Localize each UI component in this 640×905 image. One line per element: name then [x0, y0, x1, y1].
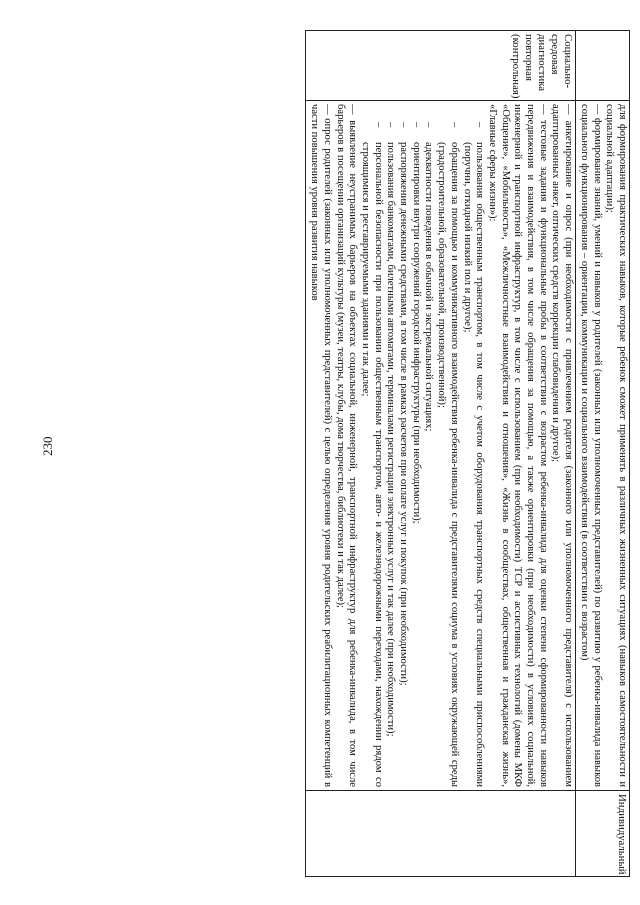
paragraph: для формирования практических навыков, которые ребенок сможет применять в различных жизненных ситуациях (навыков самостоятельности и социальной адаптации);	[604, 104, 628, 787]
paragraph: — анкетирование и опрос (при необходимости с привлечением родителя (законного или уполномоченного представителя) с использованием адаптированных анкет, оптических средств коррекции слабовидения и другое);	[550, 104, 575, 787]
table-cell-form: Индивидуальный	[576, 791, 630, 877]
list-item: – пользования банкоматами, билетными автоматами, терминалами регистрации электронных услуг и так далее (при необходимости);	[385, 122, 397, 737]
list-dash: –	[423, 122, 435, 128]
paragraph: — формирование знаний, умений и навыков у родителей (законных или уполномоченных представителей) по развитию у ребенка-инвалида навыков социального функционирования – ориентации, коммуникации и социального взаимодействия (в соответствии с возрастом)	[578, 104, 603, 787]
list-dash: –	[385, 122, 397, 128]
table-row	[576, 31, 630, 877]
paragraph: — выявление неустранимых барьеров на объектах социальной, инженерной, транспортной инфраструктур для ребенка-инвалида, в том числе барьеров в посещении организаций культуры (музеи, театры, клубы, дома творчества, библиотеки и так далее);	[334, 104, 359, 787]
list-dash: –	[410, 122, 422, 128]
table-cell-stage: Социально-средовая диагностика повторная (контрольная)	[306, 31, 576, 101]
paragraph: — тестовые задания и функциональные пробы в соответствии с возрастом ребенка-инвалида для оценки степени сформированности навыков передвижения и взаимодействия, в том числе обращения за помощью, а также ориентировки (при необходимости) в условиях социальной, инженерной и транспортной инфраструктур, в том числе с использованием (при необходимости) ТСР и ассистивных технологий (домены МКФ «Общение», «Мобильность», «Межличностные взаимодействия и отношения», «Жизнь в сообществах, общественная и гражданская жизнь», «Главные сферы жизни»):	[486, 104, 549, 787]
rotated-page	[50, 30, 630, 876]
list-item: – адекватности поведения в обычной и экстремальной ситуациях;	[423, 122, 435, 432]
table-cell-form	[306, 791, 576, 877]
table-cell-content	[306, 101, 576, 791]
list-dash: –	[448, 122, 460, 128]
list-item: – обращения за помощью и коммуникативного взаимодействия ребенка-инвалида с представителями социума в условиях окружающей среды (градостроительной, образовательной, производственной);	[436, 122, 460, 787]
list-item: – пользования общественным транспортом, в том числе с учетом оборудования транспортных средств специальными приспособлениями (поручни, откидной низкий пол и другое);	[461, 122, 486, 787]
table-cell-stage	[576, 31, 630, 101]
paragraph: — опрос родителей (законных или уполномоченных представителей) с целью определения уровня родительских реабилитационных компетенций в части повышения уровня развития навыков	[309, 104, 333, 787]
list-item: – ориентировки внутри сооружений городской инфраструктуры (при необходимости);	[410, 122, 422, 524]
list-dash: –	[398, 122, 410, 128]
rehabilitation-table	[305, 30, 630, 877]
table-row	[306, 31, 576, 877]
list-dash: –	[474, 122, 486, 128]
list-dash: –	[372, 122, 384, 128]
list-item: – распоряжения денежными средствами, в том числе в рамках расчетов при оплате услуг и покупок (при необходимости);	[398, 122, 410, 686]
table-cell-content	[576, 101, 630, 791]
list-item: – персональной безопасности при пользовании общественным транспортом, авто- и железнодорожными переходами, нахождении рядом со строящимися и реставрируемыми зданиями и так далее;	[359, 122, 384, 787]
page-number: 230	[40, 436, 55, 456]
